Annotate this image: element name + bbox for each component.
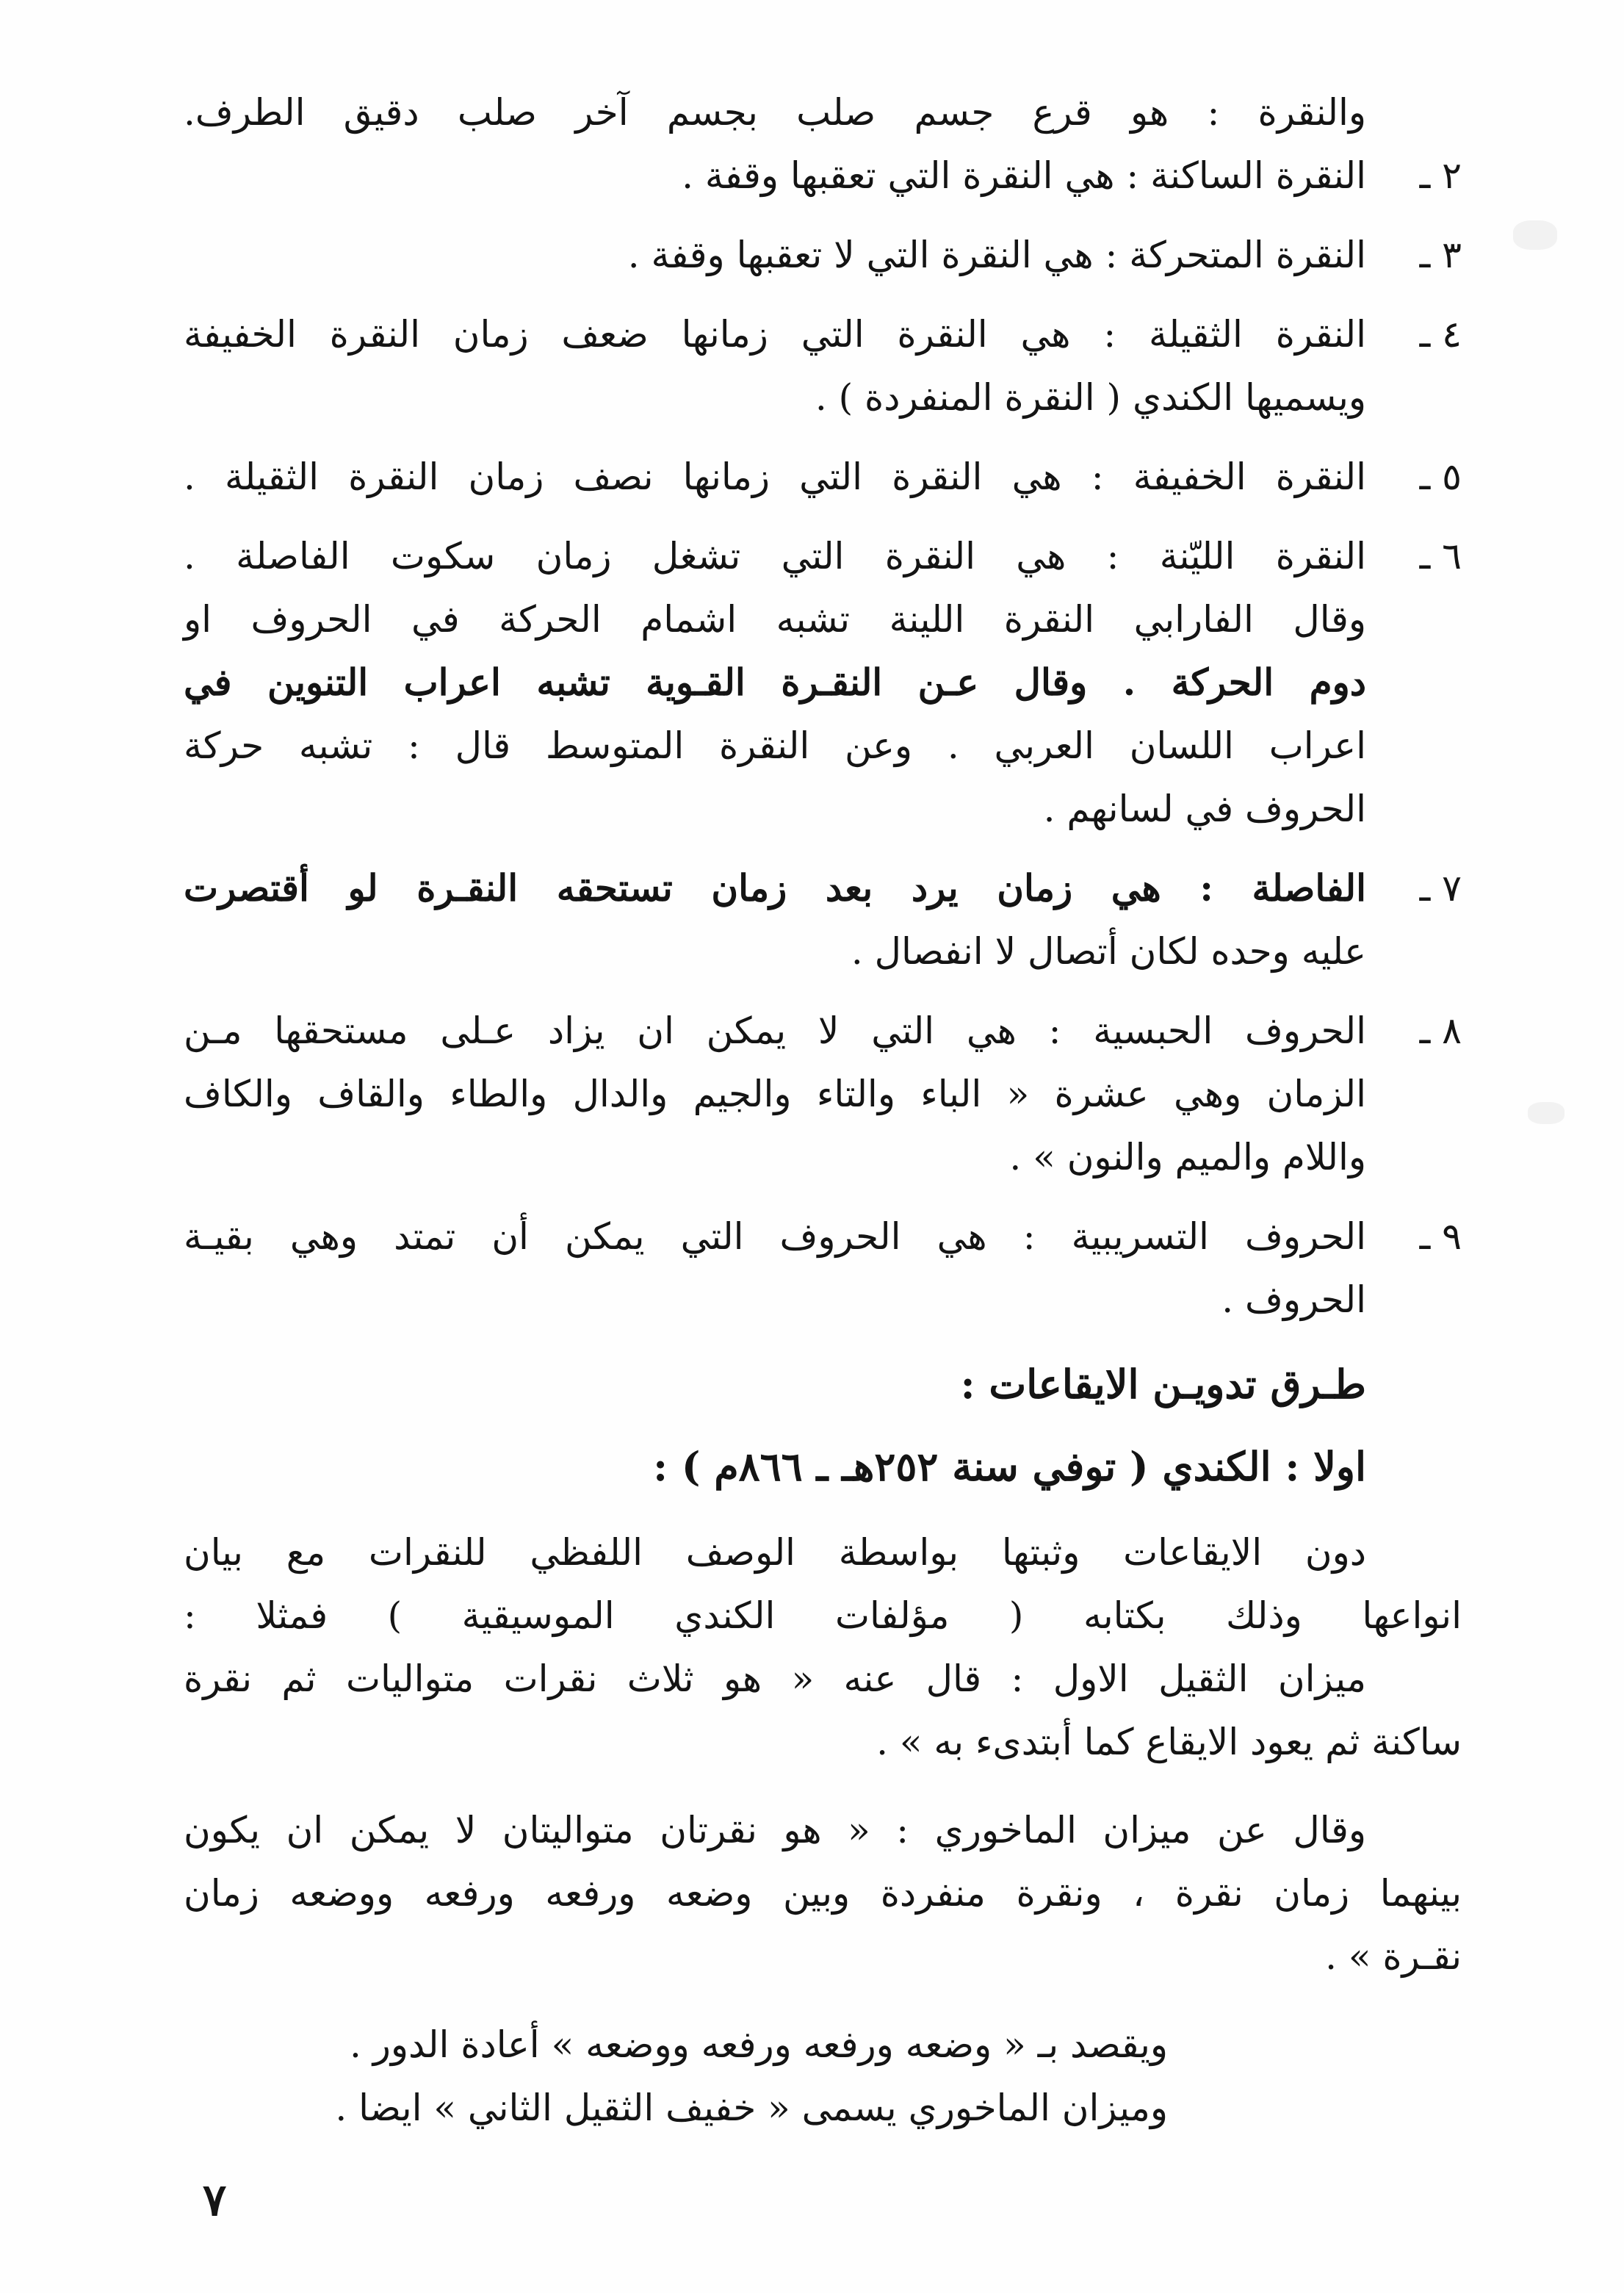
- item-number: ٣ ـ: [1419, 234, 1462, 276]
- item-line: النقرة الساكنة : هي النقرة التي تعقبها وقفة .: [682, 154, 1366, 197]
- item-line: واللام والميم والنون » .: [1009, 1136, 1366, 1178]
- item-line: النقرة المتحركة : هي النقرة التي لا تعقبها وقفة .: [627, 234, 1366, 276]
- subsection-heading: اولا : الكندي ( توفي سنة ٢٥٢هـ ـ ٨٦٦م ) :: [653, 1443, 1366, 1490]
- item-line: الحروف التسريبية : هي الحروف التي يمكن أن تمتد وهي بقيـة: [184, 1215, 1366, 1258]
- section-heading: طـرق تدويـن الايقاعات :: [960, 1361, 1366, 1408]
- item-number: ٨ ـ: [1419, 1009, 1462, 1052]
- item-body: [184, 857, 1366, 983]
- page-number: ٧: [203, 2175, 227, 2226]
- definition-item-8: [184, 999, 1462, 1189]
- paragraph-line: ميزان الثقيل الاول : قال عنه « هو ثلاث نقرات متواليات ثم نقرة: [184, 1657, 1366, 1700]
- item-body: [184, 223, 1366, 287]
- definition-item-2: [184, 144, 1462, 207]
- item-line: الفاصلة : هي زمان يرد بعد زمان تستحقه النقـرة لو أقتصرت: [184, 866, 1366, 910]
- paragraph-line: بينهما زمان نقرة ، ونقرة منفردة وبين وضعه ورفعه ورفعه ووضعه زمان: [184, 1872, 1462, 1915]
- item-body: [184, 303, 1366, 429]
- definition-item-9: [184, 1205, 1462, 1331]
- paragraph-makhuri: [184, 1799, 1462, 1988]
- item-line: الزمان وهي عشرة « الباء والتاء والجيم والدال والطاء والقاف والكاف: [184, 1073, 1366, 1115]
- item-number: ٥ ـ: [1419, 456, 1462, 498]
- item-line: وقال الفارابي النقرة اللينة تشبه اشمام الحركة في الحروف او: [184, 598, 1366, 641]
- item-line: النقرة الليّنة : هي النقرة التي تشغل زمان سكوت الفاصلة .: [184, 535, 1366, 577]
- definition-item-5: [184, 445, 1462, 508]
- item-body: [184, 525, 1366, 840]
- definition-item-7: [184, 857, 1462, 983]
- paragraph-kindi: [184, 1521, 1462, 1774]
- paragraph-line: ساكنة ثم يعود الايقاع كما أبتدىء به » .: [876, 1721, 1462, 1763]
- intro-line: والنقرة : هو قرع جسم صلب بجسم آخر صلب دقيق الطرف.: [184, 91, 1366, 134]
- item-line: النقرة الثقيلة : هي النقرة التي زمانها ضعف زمان النقرة الخفيفة: [184, 313, 1366, 356]
- paragraph-line: انواعها وذلك بكتابه ( مؤلفات الكندي الموسيقية ) فمثلا :: [184, 1594, 1462, 1637]
- notes-block: [184, 2013, 1462, 2139]
- item-line: دوم الحركة . وقال عـن النقـرة القـوية تشبه اعراب التنوين في: [184, 660, 1366, 704]
- item-number: ٢ ـ: [1419, 154, 1462, 197]
- item-number: ٧ ـ: [1419, 867, 1462, 910]
- item-line: الحروف في لسانهم .: [1043, 788, 1366, 830]
- item-line: الحروف .: [1221, 1278, 1366, 1321]
- paragraph-line: نقـرة » .: [1325, 1935, 1462, 1978]
- scan-smudge: [1528, 1102, 1565, 1124]
- paragraph-line: دون الايقاعات وثبتها بواسطة الوصف اللفظي للنقرات مع بيان: [184, 1531, 1366, 1574]
- definition-item-6: [184, 525, 1462, 840]
- item-number: ٤ ـ: [1419, 313, 1462, 356]
- note-line: ويقصد بـ « وضعه ورفعه ورفعه ووضعه » أعادة الدور .: [349, 2023, 1168, 2066]
- item-body: [184, 999, 1366, 1189]
- scan-smudge: [1513, 220, 1557, 250]
- paragraph-line: وقال عن ميزان الماخوري : « هو نقرتان متواليتان لا يمكن ان يكون: [184, 1809, 1366, 1851]
- item-line: الحروف الحبسية : هي التي لا يمكن ان يزاد عـلى مستحقها مـن: [184, 1009, 1366, 1052]
- item-line: عليه وحده لكان أتصال لا انفصال .: [851, 930, 1366, 973]
- definition-item-3: [184, 223, 1462, 287]
- page-body: [184, 81, 1462, 2139]
- item-body: [184, 445, 1366, 508]
- item-line: النقرة الخفيفة : هي النقرة التي زمانها نصف زمان النقرة الثقيلة .: [184, 456, 1366, 498]
- note-line: وميزان الماخوري يسمى « خفيف الثقيل الثاني » ايضا .: [335, 2087, 1168, 2129]
- item-body: [184, 1205, 1366, 1331]
- item-line: اعراب اللسان العربي . وعن النقرة المتوسط قال : تشبه حركة: [184, 724, 1366, 767]
- item-number: ٩ ـ: [1419, 1215, 1462, 1258]
- item-line: ويسميها الكندي ( النقرة المنفردة ) .: [815, 376, 1366, 419]
- item-body: [184, 144, 1366, 207]
- definition-item-4: [184, 303, 1462, 429]
- item-number: ٦ ـ: [1419, 535, 1462, 577]
